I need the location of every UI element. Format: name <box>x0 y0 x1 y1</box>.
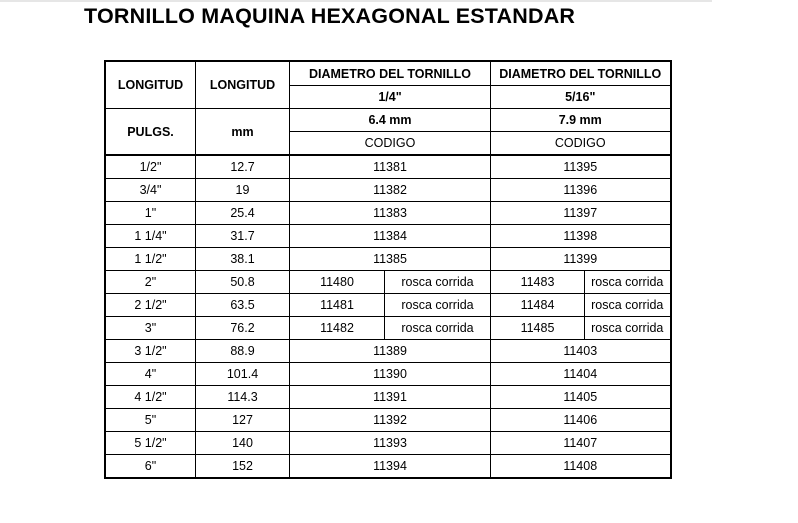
table-row <box>105 271 671 294</box>
header-size-a: 1/4" <box>290 86 491 109</box>
header-codigo-a: CODIGO <box>290 132 491 156</box>
length-pulgs-cell: 1" <box>105 202 196 225</box>
code-b-cell: 11399 <box>491 248 671 271</box>
code-b-cell: 11407 <box>491 432 671 455</box>
table-row <box>105 317 671 340</box>
table-row <box>105 202 671 225</box>
header-mm-b: 7.9 mm <box>491 109 671 132</box>
length-mm-cell: 114.3 <box>196 386 290 409</box>
code-b-cell: 11405 <box>491 386 671 409</box>
length-pulgs-cell: 1 1/4" <box>105 225 196 248</box>
code-b-cell: 11396 <box>491 179 671 202</box>
code-b-cell: 11397 <box>491 202 671 225</box>
code-a-cell: 11480 <box>290 271 385 294</box>
length-pulgs-cell: 5" <box>105 409 196 432</box>
length-mm-cell: 152 <box>196 455 290 479</box>
length-pulgs-cell: 5 1/2" <box>105 432 196 455</box>
code-a-cell: 11381 <box>290 155 491 179</box>
length-mm-cell: 50.8 <box>196 271 290 294</box>
code-b-cell: 11483 <box>491 271 585 294</box>
top-divider <box>0 0 712 2</box>
length-pulgs-cell: 2 1/2" <box>105 294 196 317</box>
code-a-cell: 11482 <box>290 317 385 340</box>
length-mm-cell: 76.2 <box>196 317 290 340</box>
table-row <box>105 294 671 317</box>
table-row <box>105 340 671 363</box>
code-a-cell: 11383 <box>290 202 491 225</box>
code-b-cell: 11395 <box>491 155 671 179</box>
length-pulgs-cell: 3" <box>105 317 196 340</box>
length-mm-cell: 101.4 <box>196 363 290 386</box>
length-pulgs-cell: 1/2" <box>105 155 196 179</box>
length-pulgs-cell: 6" <box>105 455 196 479</box>
header-longitud-mm: LONGITUD <box>196 61 290 109</box>
length-pulgs-cell: 1 1/2" <box>105 248 196 271</box>
code-a-cell: 11481 <box>290 294 385 317</box>
length-mm-cell: 140 <box>196 432 290 455</box>
table-row <box>105 409 671 432</box>
length-mm-cell: 88.9 <box>196 340 290 363</box>
length-pulgs-cell: 2" <box>105 271 196 294</box>
header-diametro-b: DIAMETRO DEL TORNILLO <box>491 61 671 86</box>
code-b-cell: 11485 <box>491 317 585 340</box>
code-a-cell: 11389 <box>290 340 491 363</box>
code-b-cell: 11406 <box>491 409 671 432</box>
length-pulgs-cell: 3 1/2" <box>105 340 196 363</box>
table-row <box>105 155 671 179</box>
table-row <box>105 179 671 202</box>
table-row <box>105 455 671 479</box>
length-mm-cell: 63.5 <box>196 294 290 317</box>
page-title: TORNILLO MAQUINA HEXAGONAL ESTANDAR <box>84 4 576 28</box>
code-a-cell: 11392 <box>290 409 491 432</box>
table-row <box>105 432 671 455</box>
bolt-spec-table <box>104 60 672 479</box>
header-size-b: 5/16" <box>491 86 671 109</box>
note-b-cell: rosca corrida <box>585 271 671 294</box>
code-b-cell: 11484 <box>491 294 585 317</box>
header-mm-a: 6.4 mm <box>290 109 491 132</box>
length-pulgs-cell: 4" <box>105 363 196 386</box>
length-pulgs-cell: 4 1/2" <box>105 386 196 409</box>
code-b-cell: 11404 <box>491 363 671 386</box>
code-a-cell: 11391 <box>290 386 491 409</box>
note-a-cell: rosca corrida <box>385 317 491 340</box>
code-b-cell: 11403 <box>491 340 671 363</box>
table-row <box>105 248 671 271</box>
length-pulgs-cell: 3/4" <box>105 179 196 202</box>
code-a-cell: 11390 <box>290 363 491 386</box>
code-b-cell: 11408 <box>491 455 671 479</box>
header-mm: mm <box>196 109 290 156</box>
code-a-cell: 11382 <box>290 179 491 202</box>
length-mm-cell: 12.7 <box>196 155 290 179</box>
header-pulgs: PULGS. <box>105 109 196 156</box>
code-b-cell: 11398 <box>491 225 671 248</box>
note-b-cell: rosca corrida <box>585 294 671 317</box>
header-longitud-pulgs: LONGITUD <box>105 61 196 109</box>
note-b-cell: rosca corrida <box>585 317 671 340</box>
code-a-cell: 11393 <box>290 432 491 455</box>
table-row <box>105 386 671 409</box>
table-row <box>105 363 671 386</box>
note-a-cell: rosca corrida <box>385 294 491 317</box>
note-a-cell: rosca corrida <box>385 271 491 294</box>
length-mm-cell: 25.4 <box>196 202 290 225</box>
code-a-cell: 11385 <box>290 248 491 271</box>
header-diametro-a: DIAMETRO DEL TORNILLO <box>290 61 491 86</box>
header-codigo-b: CODIGO <box>491 132 671 156</box>
code-a-cell: 11384 <box>290 225 491 248</box>
length-mm-cell: 127 <box>196 409 290 432</box>
length-mm-cell: 19 <box>196 179 290 202</box>
length-mm-cell: 38.1 <box>196 248 290 271</box>
length-mm-cell: 31.7 <box>196 225 290 248</box>
code-a-cell: 11394 <box>290 455 491 479</box>
table-row <box>105 225 671 248</box>
